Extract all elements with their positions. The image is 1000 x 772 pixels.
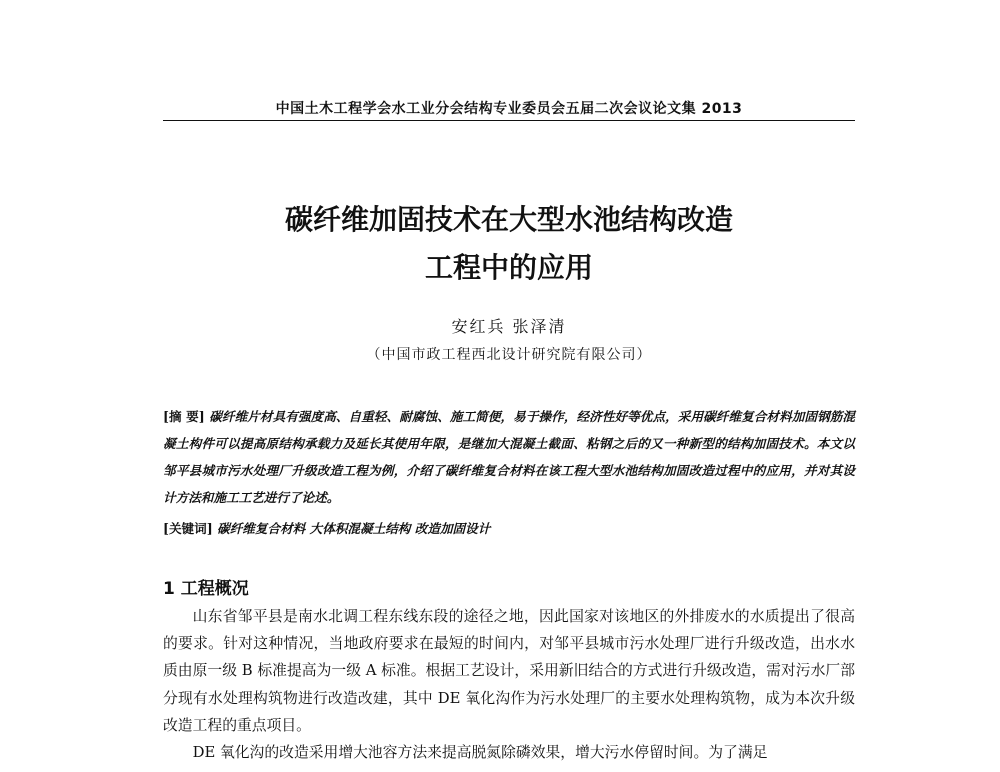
authors: 安红兵 张泽清: [451, 317, 567, 336]
abstract-text: 碳纤维片材具有强度高、自重轻、耐腐蚀、施工简便，易于操作，经济性好等优点，采用碳纤维复合材料加固钢筋混凝土构件可以提高原结构承载力及延长其使用年限，是继加大混凝土截面、粘钢之后的又一种新型的结构加固技术。本文以邹平县城市污水处理厂升级改造工程为例，介绍了碳纤维复合材料在该工程大型水池结构加固改造过程中的应用，并对其设计方法和施工工艺进行了论述。: [163, 409, 856, 505]
section-heading: 1 工程概况: [163, 579, 249, 599]
keywords-label: [关键词]: [163, 521, 213, 536]
header-rule: [163, 120, 855, 121]
running-header: 中国土木工程学会水工业分会结构专业委员会五届二次会议论文集 2013: [275, 101, 743, 117]
keywords: [163, 518, 855, 537]
title-line-1: 碳纤维加固技术在大型水池结构改造: [284, 203, 733, 236]
paragraph: DE 氧化沟的改造采用增大池容方法来提高脱氮除磷效果，增大污水停留时间。为了满足: [192, 744, 768, 762]
paper-title: [163, 196, 855, 292]
keywords-text: 碳纤维复合材料 大体积混凝土结构 改造加固设计: [217, 521, 491, 536]
affiliation: （中国市政工程西北设计研究院有限公司）: [366, 347, 652, 363]
paragraph: 山东省邹平县是南水北调工程东线东段的途径之地，因此国家对该地区的外排废水的水质提出了很高的要求。针对这种情况，当地政府要求在最短的时间内，对邹平县城市污水处理厂进行升级改造，出水水质由原一级 B 标准提高为一级 A 标准。根据工艺设计，采用新旧结合的方式进行升级改造，需对污水厂部分现有水处理构筑物进行改造改建，其中 DE 氧化沟作为污水处理厂的主要水处理构筑物，成为本次升级改造工程的重点项目。: [163, 608, 855, 734]
title-line-2: 工程中的应用: [424, 251, 593, 284]
abstract-label: [摘 要]: [163, 409, 205, 424]
body-text: [163, 603, 855, 766]
abstract: [163, 403, 855, 511]
